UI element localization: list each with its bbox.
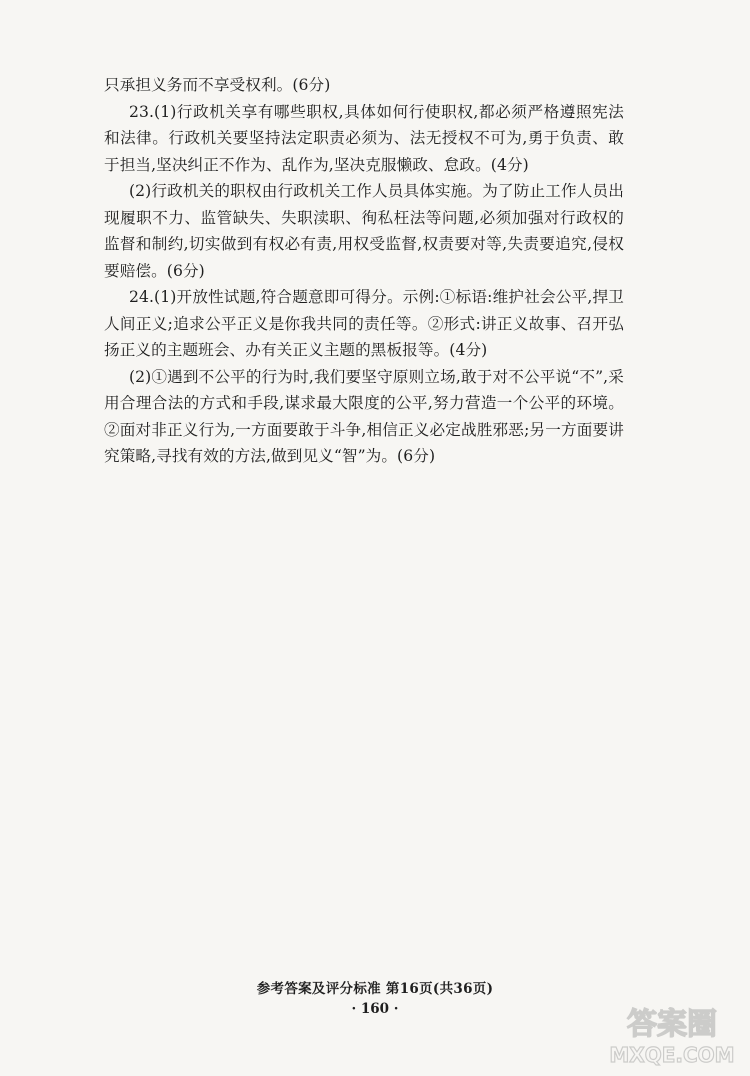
paragraph-2: 23.(1)行政机关享有哪些职权,具体如何行使职权,都必须严格遵照宪法和法律。行政机关要坚持法定职责必须为、法无授权不可为,勇于负责、敢于担当,坚决纠正不作为、乱作为,坚决克服懒政、怠政。(4分): [104, 102, 624, 174]
watermark-line1: 答案圈: [627, 1007, 717, 1042]
paragraph-4: 24.(1)开放性试题,符合题意即可得分。示例:①标语:维护社会公平,捍卫人间正义;追求公平正义是你我共同的责任等。②形式:讲正义故事、召开弘扬正义的主题班会、办有关正义主题的黑板报等。(4分): [104, 288, 624, 359]
footer-title: 参考答案及评分标准 第16页(共36页): [256, 981, 494, 997]
watermark-logo-icon: [602, 998, 742, 1070]
watermark-line2: MXQE.COM: [609, 1043, 735, 1067]
answer-content: [104, 72, 624, 470]
paragraph-3: (2)行政机关的职权由行政机关工作人员具体实施。为了防止工作人员出现履职不力、监管缺失、失职渎职、徇私枉法等问题,必须加强对行政权的监督和制约,切实做到有权必有责,用权受监督,权责要对等,失责要追究,侵权要赔偿。(6分): [104, 182, 624, 280]
watermark-logo: [602, 998, 742, 1070]
page-number: · 160 ·: [351, 1001, 399, 1017]
paragraph-1: 只承担义务而不享受权利。(6分): [104, 76, 331, 94]
paragraph-5: (2)①遇到不公平的行为时,我们要坚守原则立场,敢于对不公平说“不”,采用合理合法的方式和手段,谋求最大限度的公平,努力营造一个公平的环境。②面对非正义行为,一方面要敢于斗争,相信正义必定战胜邪恶;另一方面要讲究策略,寻找有效的方法,做到见义“智”为。(6分): [104, 367, 624, 465]
